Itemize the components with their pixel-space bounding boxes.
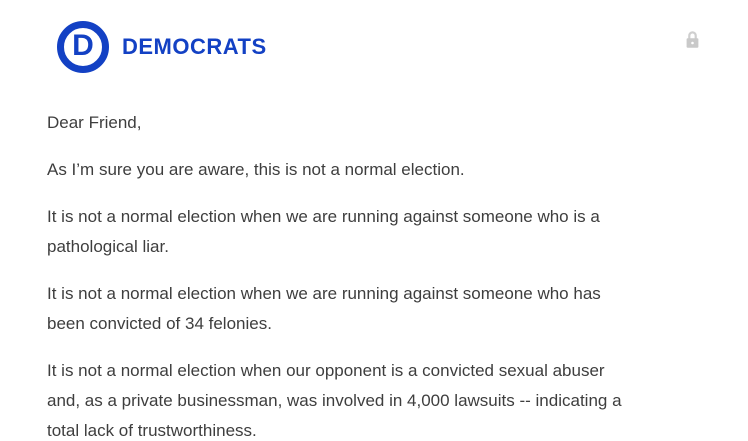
letter-body — [47, 108, 705, 441]
letter-paragraph: It is not a normal election when we are running against someone who is a pathological liar. — [47, 207, 600, 256]
democrats-wordmark: DEMOCRATS — [122, 34, 267, 59]
letter-paragraph: It is not a normal election when our opponent is a convicted sexual abuser and, as a private businessman, was involved in 4,000 lawsuits -- indicating a total lack of trustworthiness. — [47, 361, 622, 440]
logo-letter: D — [72, 29, 94, 62]
email-header — [0, 0, 748, 73]
lock-icon — [685, 30, 700, 50]
democrats-logo-link[interactable] — [57, 21, 267, 73]
salutation: Dear Friend, — [47, 113, 142, 132]
letter-paragraph: As I’m sure you are aware, this is not a normal election. — [47, 160, 465, 179]
democrats-d-logo-icon — [57, 21, 109, 73]
letter-paragraph: It is not a normal election when we are running against someone who has been convicted of 34 felonies. — [47, 284, 601, 333]
